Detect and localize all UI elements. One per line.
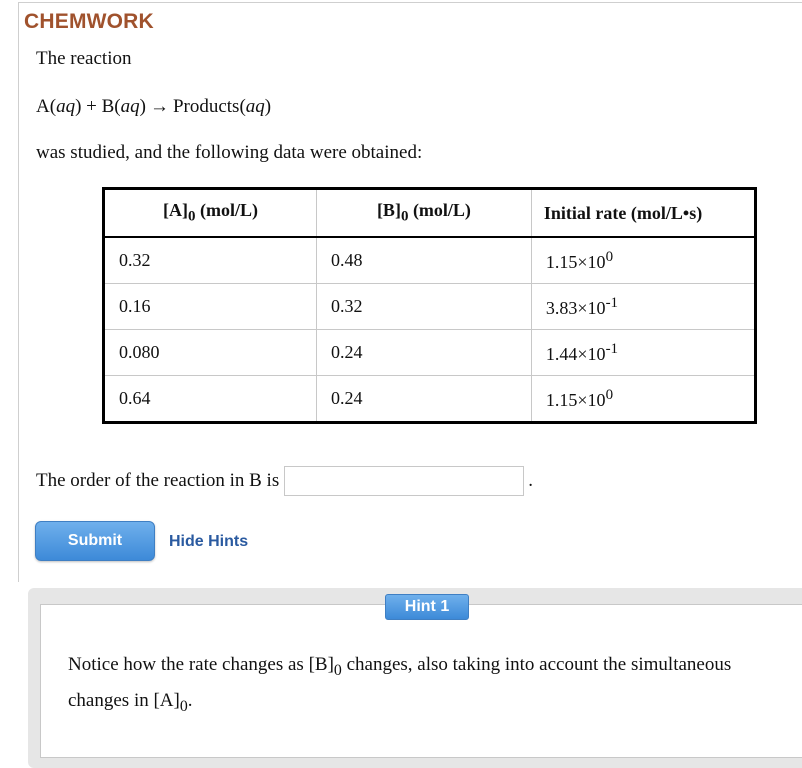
cell-rate: $1.15\times 10^0$	[531, 376, 755, 423]
table-row	[104, 237, 756, 284]
submit-button[interactable]: Submit	[35, 521, 155, 561]
cell-a0: 0.32	[104, 237, 317, 284]
data-intro-text: was studied, and the following data were obtained:	[36, 142, 423, 163]
eq-end: )	[264, 96, 272, 117]
cell-a0: 0.64	[104, 376, 317, 423]
reaction-arrow-icon: →	[149, 96, 169, 117]
rate-data-table	[102, 187, 757, 424]
hint-text: Notice how the rate changes as $[B]_0$ changes, also taking into account the simultaneous changes in $[A]_0$.	[68, 654, 732, 715]
question-prompt: The order of the reaction in B is	[36, 470, 280, 491]
cell-b0: 0.24	[316, 376, 531, 423]
cell-a0: 0.080	[104, 330, 317, 376]
eq-aq-1: aq	[56, 96, 76, 117]
header-a0: $[A]_0$ (mol/L)	[104, 189, 317, 238]
eq-a: A(	[36, 96, 57, 117]
header-b0: $[B]_0$ (mol/L)	[316, 189, 531, 238]
eq-aq-2: aq	[120, 96, 140, 117]
table-row	[104, 330, 756, 376]
table-row	[104, 376, 756, 423]
table-row	[104, 284, 756, 330]
reaction-equation	[36, 95, 271, 119]
cell-a0: 0.16	[104, 284, 317, 330]
cell-b0: 0.48	[316, 237, 531, 284]
table-header-row	[104, 189, 756, 238]
cell-b0: 0.24	[316, 330, 531, 376]
answer-input[interactable]	[284, 466, 524, 496]
cell-b0: 0.32	[316, 284, 531, 330]
eq-mid: ) + B(	[75, 96, 121, 117]
intro-text: The reaction	[36, 48, 132, 69]
question-row	[36, 466, 533, 496]
cell-rate: $3.83\times 10^{-1}$	[531, 284, 755, 330]
cell-rate: $1.44\times 10^{-1}$	[531, 330, 755, 376]
page-title: CHEMWORK	[24, 10, 154, 33]
hide-hints-link[interactable]: Hide Hints	[169, 533, 249, 550]
question-suffix: .	[528, 470, 533, 491]
frame-border-left	[18, 2, 19, 582]
eq-aq-3: aq	[245, 96, 265, 117]
cell-rate: $1.15\times 10^0$	[531, 237, 755, 284]
header-initial-rate: Initial rate (mol/L•s)	[531, 189, 755, 238]
frame-border-top	[18, 2, 802, 3]
hint-1-tab[interactable]: Hint 1	[385, 594, 469, 620]
eq-close: )	[139, 96, 146, 117]
eq-products: Products(	[172, 96, 246, 117]
